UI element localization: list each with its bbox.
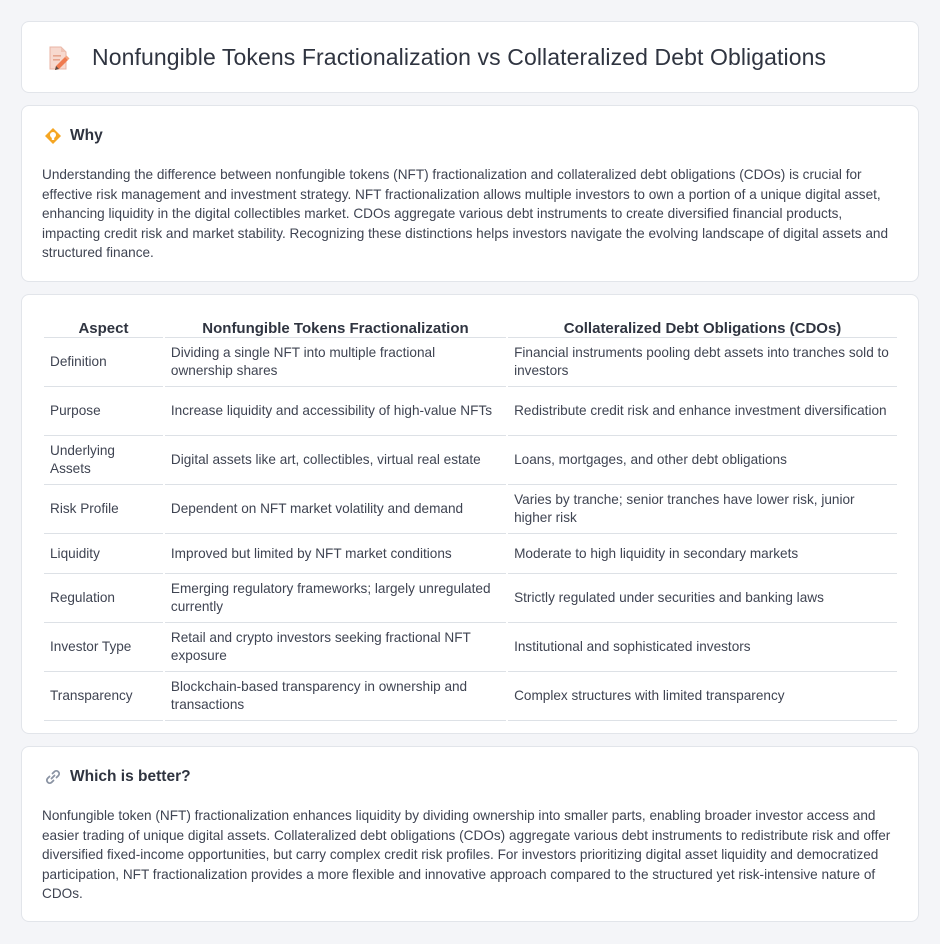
row-aspect: Purpose	[44, 387, 163, 436]
why-body: Understanding the difference between nonfungible tokens (NFT) fractionalization and collateralized debt obligations (CDOs) is crucial for effective risk management and investment strategy. NFT fractionalization allows multiple investors to own a portion of a unique digital asset, enhancing liquidity in the digital collectibles market. CDOs aggregate various debt instruments to create diversified financial products, impacting credit risk and market stability. Recognizing these distinctions helps investors navigate the evolving landscape of digital assets and structured finance.	[42, 167, 889, 261]
table-row	[44, 623, 897, 672]
row-aspect: Definition	[44, 338, 163, 387]
row-cdo-value: Complex structures with limited transparency	[508, 672, 897, 721]
row-cdo-value: Strictly regulated under securities and banking laws	[508, 574, 897, 623]
document-pencil-icon	[48, 45, 70, 71]
comparison-table	[42, 315, 899, 721]
table-row	[44, 387, 897, 436]
row-aspect: Transparency	[44, 672, 163, 721]
row-aspect: Liquidity	[44, 534, 163, 574]
why-section	[21, 105, 919, 282]
row-aspect: Regulation	[44, 574, 163, 623]
link-icon	[44, 768, 62, 786]
title-card	[21, 21, 919, 93]
row-aspect: Underlying Assets	[44, 436, 163, 485]
row-nft-value: Improved but limited by NFT market conditions	[165, 534, 506, 574]
why-header	[44, 127, 103, 145]
row-nft-value: Retail and crypto investors seeking fractional NFT exposure	[165, 623, 506, 672]
better-body: Nonfungible token (NFT) fractionalization enhances liquidity by dividing ownership into smaller parts, enabling broader investor access and easier trading of unique digital assets. Collateralized debt obligations (CDOs) aggregate various debt instruments to redistribute risk and offer diversified fixed-income opportunities, but carry complex credit risk profiles. For investors prioritizing digital asset liquidity and democratized participation, NFT fractionalization provides a more flexible and innovative approach compared to the structured yet risk-intensive nature of CDOs.	[42, 808, 891, 902]
row-cdo-value: Redistribute credit risk and enhance investment diversification	[508, 387, 897, 436]
table-row	[44, 672, 897, 721]
which-is-better-section	[21, 746, 919, 922]
row-nft-value: Increase liquidity and accessibility of high-value NFTs	[165, 387, 506, 436]
better-header	[44, 768, 191, 786]
header-aspect: Aspect	[44, 315, 163, 338]
row-nft-value: Emerging regulatory frameworks; largely unregulated currently	[165, 574, 506, 623]
why-heading: Why	[70, 127, 103, 144]
row-aspect: Risk Profile	[44, 485, 163, 534]
row-nft-value: Digital assets like art, collectibles, virtual real estate	[165, 436, 506, 485]
table-row	[44, 574, 897, 623]
page-title: Nonfungible Tokens Fractionalization vs Collateralized Debt Obligations	[92, 44, 827, 70]
diamond-bulb-icon	[44, 127, 62, 145]
row-cdo-value: Moderate to high liquidity in secondary markets	[508, 534, 897, 574]
row-cdo-value: Loans, mortgages, and other debt obligations	[508, 436, 897, 485]
better-heading: Which is better?	[70, 768, 191, 785]
comparison-section	[21, 294, 919, 734]
table-row	[44, 485, 897, 534]
row-cdo-value: Varies by tranche; senior tranches have lower risk, junior higher risk	[508, 485, 897, 534]
row-nft-value: Blockchain-based transparency in ownership and transactions	[165, 672, 506, 721]
row-aspect: Investor Type	[44, 623, 163, 672]
row-nft-value: Dividing a single NFT into multiple fractional ownership shares	[165, 338, 506, 387]
table-row	[44, 436, 897, 485]
header-cdos: Collateralized Debt Obligations (CDOs)	[508, 315, 897, 338]
row-cdo-value: Institutional and sophisticated investors	[508, 623, 897, 672]
title-row	[48, 44, 826, 71]
row-nft-value: Dependent on NFT market volatility and demand	[165, 485, 506, 534]
header-nft-fractionalization: Nonfungible Tokens Fractionalization	[165, 315, 506, 338]
row-cdo-value: Financial instruments pooling debt assets into tranches sold to investors	[508, 338, 897, 387]
table-row	[44, 338, 897, 387]
table-row	[44, 534, 897, 574]
table-header-row	[44, 315, 897, 338]
